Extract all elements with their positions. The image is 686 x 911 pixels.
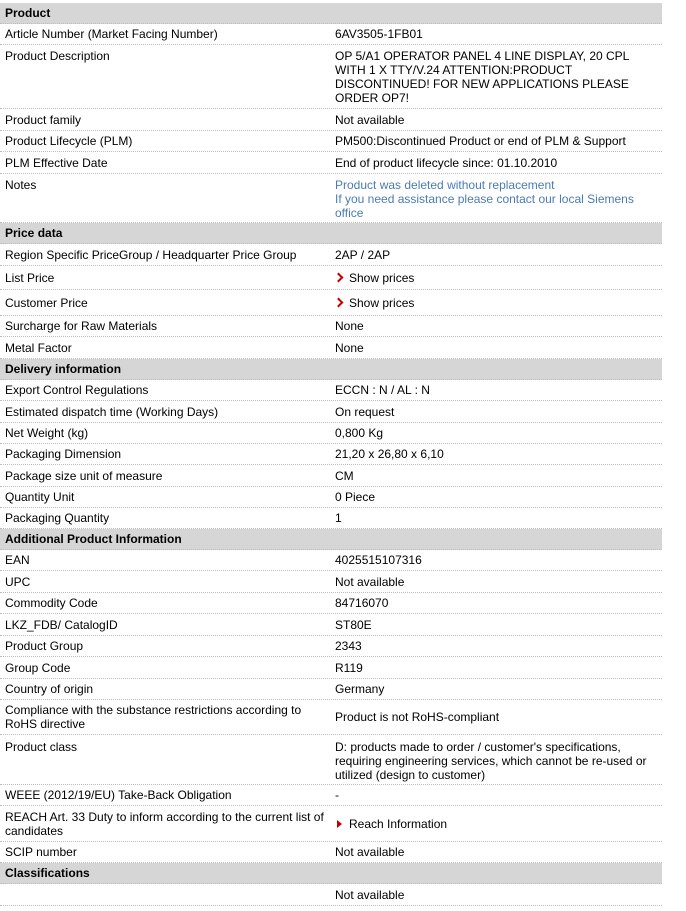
chevron-right-icon (334, 297, 344, 307)
label: Quantity Unit (5, 490, 75, 504)
row-packaging-quantity (0, 508, 662, 529)
row-product-group (0, 636, 662, 657)
label: Net Weight (kg) (5, 426, 89, 440)
row-weee (0, 785, 662, 806)
value: 0 Piece (335, 490, 376, 504)
label: Product class (5, 740, 78, 754)
row-rohs (0, 700, 662, 735)
product-data-table (0, 3, 662, 906)
chevron-right-icon (334, 272, 344, 282)
row-catalog-id (0, 614, 662, 636)
value: OP 5/A1 OPERATOR PANEL 4 LINE DISPLAY, 20 CPL WITH 1 X TTY/V.24 ATTENTION:PRODUCT DISCONTINUED! FOR NEW APPLICATIONS PLEASE ORDER OP7! (335, 49, 629, 105)
label: WEEE (2012/19/EU) Take-Back Obligation (5, 788, 232, 802)
row-dispatch-time (0, 401, 662, 423)
value: None (335, 340, 364, 355)
label: Packaging Quantity (5, 511, 110, 525)
value: 0,800 Kg (335, 426, 384, 440)
section-header-delivery: Delivery information (0, 359, 662, 380)
value: CM (335, 468, 354, 483)
label: LKZ_FDB/ CatalogID (5, 617, 118, 632)
row-group-code (0, 657, 662, 679)
label: EAN (5, 553, 30, 567)
label: Customer Price (5, 295, 88, 310)
row-product-family (0, 109, 662, 131)
label: Package size unit of measure (5, 468, 163, 483)
label: PLM Effective Date (5, 155, 108, 170)
row-list-price (0, 266, 662, 290)
row-net-weight (0, 423, 662, 444)
section-header-product: Product (0, 3, 662, 24)
row-price-group (0, 244, 662, 266)
label: Product Description (5, 49, 110, 63)
value: 2343 (335, 639, 362, 653)
row-reach (0, 806, 662, 842)
row-ean (0, 550, 662, 571)
row-classifications (0, 884, 662, 906)
label: Product Group (5, 639, 84, 653)
row-quantity-unit (0, 487, 662, 508)
value: 1 (335, 511, 342, 525)
label: REACH Art. 33 Duty to inform according to the current list of candidates (5, 809, 324, 838)
notes-contact-link[interactable]: If you need assistance please contact our local Siemens office (335, 192, 634, 220)
show-prices-label: Show prices (349, 270, 415, 285)
label: List Price (5, 270, 55, 285)
value: PM500:Discontinued Product or end of PLM & Support (335, 134, 626, 148)
label: Compliance with the substance restrictions according to RoHS directive (5, 703, 302, 731)
row-surcharge (0, 316, 662, 337)
row-country-of-origin (0, 679, 662, 700)
row-unit-of-measure (0, 465, 662, 487)
value: None (335, 319, 364, 333)
value: Not available (335, 887, 405, 902)
row-upc (0, 571, 662, 593)
show-prices-label: Show prices (349, 295, 415, 310)
value: 4025515107316 (335, 553, 422, 567)
value: 21,20 x 26,80 x 6,10 (335, 447, 444, 461)
row-product-class (0, 735, 662, 785)
label: UPC (5, 574, 31, 589)
label: Article Number (Market Facing Number) (5, 27, 218, 41)
label: Metal Factor (5, 340, 72, 355)
label: Estimated dispatch time (Working Days) (5, 404, 219, 419)
value: Germany (335, 682, 385, 696)
label: Group Code (5, 660, 71, 675)
section-header-price: Price data (0, 223, 662, 244)
row-commodity-code (0, 593, 662, 614)
value: Not available (335, 845, 405, 859)
customer-price-show-button[interactable] (331, 296, 662, 310)
label: Export Control Regulations (5, 383, 149, 397)
value: Not available (335, 574, 405, 589)
value (331, 178, 662, 222)
row-packaging-dimension (0, 444, 662, 465)
section-header-classifications: Classifications (0, 863, 662, 884)
label: Notes (5, 178, 37, 192)
row-plm-date (0, 152, 662, 174)
row-article-number (0, 24, 662, 45)
value: 2AP / 2AP (335, 247, 391, 262)
label: Product Lifecycle (PLM) (5, 134, 133, 148)
label: Commodity Code (5, 596, 98, 610)
triangle-right-icon (337, 820, 342, 828)
label: Country of origin (5, 682, 94, 696)
row-product-description (0, 45, 662, 109)
notes-deleted-link[interactable]: Product was deleted without replacement (335, 178, 555, 192)
label: Packaging Dimension (5, 447, 122, 461)
value: 84716070 (335, 596, 389, 610)
value: Not available (335, 112, 405, 127)
value: D: products made to order / customer's specifications, requiring engineering services, which cannot be re-used or utilized (design to customer) (335, 740, 647, 782)
label: Product family (5, 112, 82, 127)
value: R119 (335, 660, 363, 675)
row-customer-price (0, 290, 662, 316)
value: 6AV3505-1FB01 (335, 27, 423, 41)
value: ECCN : N / AL : N (335, 383, 430, 397)
section-header-additional: Additional Product Information (0, 529, 662, 550)
list-price-show-button[interactable] (331, 271, 662, 285)
value: End of product lifecycle since: 01.10.2010 (335, 155, 558, 170)
row-plm (0, 131, 662, 152)
value: Product is not RoHS-compliant (335, 710, 500, 724)
label: SCIP number (5, 845, 77, 859)
row-notes (0, 174, 662, 223)
value: - (335, 788, 339, 802)
label: Region Specific PriceGroup / Headquarter Price Group (5, 247, 297, 262)
label: Surcharge for Raw Materials (5, 319, 158, 333)
reach-information-label: Reach Information (349, 816, 448, 831)
row-metal-factor (0, 337, 662, 359)
value: ST80E (335, 617, 372, 632)
row-scip-number (0, 842, 662, 863)
row-export-control (0, 380, 662, 401)
value: On request (335, 404, 395, 419)
reach-information-link[interactable] (331, 817, 662, 831)
